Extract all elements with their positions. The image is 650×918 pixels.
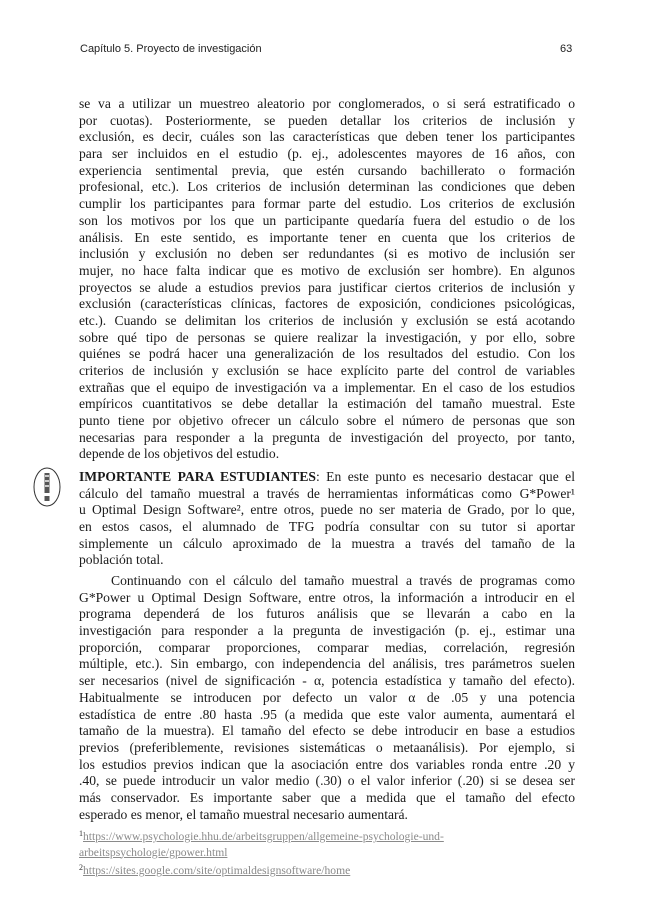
text-line: se va a utilizar un muestreo aleatorio por conglomerados, o si será estratificado o bbox=[79, 96, 575, 111]
text-line: esperado es menor, el tamaño muestral necesario aumentará. bbox=[79, 806, 408, 822]
text-line: cálculo del tamaño muestral a través de herramientas informáticas como G*Power¹ bbox=[79, 485, 575, 501]
text-line: criterios de inclusión y exclusión se hace explícito parte del control de variables bbox=[79, 363, 575, 378]
footnote-link-gpower[interactable]: https://www.psychologie.hhu.de/arbeitsgruppen/allgemeine-psychologie-und- bbox=[83, 830, 444, 843]
text-line: más conservador. Es importante saber que a medida que el tamaño del efecto bbox=[79, 789, 575, 805]
text-line: por cuotas). Posteriormente, se pueden detallar los criterios de inclusión y bbox=[79, 112, 575, 128]
important-note-paragraph bbox=[79, 469, 575, 569]
text-line: investigación para responder a la pregunta de investigación (p. ej., estimar una bbox=[79, 623, 575, 639]
text-line: inclusión y exclusión no deben ser redundantes (si es motivo de inclusión ser bbox=[79, 246, 575, 262]
text-line: previos (preferiblemente, revisiones sistemáticas o metaanálisis). Por ejemplo, si bbox=[79, 739, 575, 755]
text-line: proporción, comparar proporciones, comparar medias, correlación, regresión bbox=[79, 639, 575, 655]
text-line: ser necesarios (nivel de significación - α, potencia estadística y tamaño del efecto). bbox=[79, 673, 575, 689]
text-line bbox=[79, 469, 575, 486]
text-line: exclusión (características clínicas, factores de exposición, condiciones psicológicas, bbox=[79, 296, 575, 312]
text-line: necesarias para responder a la pregunta de investigación del proyecto, por tanto, bbox=[79, 429, 575, 445]
text-line: G*Power u Optimal Design Software, entre otros, la información a introducir en el bbox=[79, 589, 575, 605]
text-line: son los motivos por los que un participante quedaría fuera del estudio o de los bbox=[79, 212, 575, 228]
footnote-link-gpower-cont[interactable]: arbeitspsychologie/gpower.html bbox=[79, 845, 228, 859]
text-fragment: : En este punto es necesario destacar que el bbox=[315, 469, 575, 484]
footnote-mark: 1 bbox=[79, 829, 83, 838]
text-line: etc.). Cuando se delimitan los criterios de inclusión y exclusión se está acotando bbox=[79, 312, 575, 328]
text-line: quiénes se podrá hacer una generalización de los resultados del estudio. Con los bbox=[79, 346, 575, 362]
text-line: Continuando con el cálculo del tamaño muestral a través de programas como bbox=[111, 573, 575, 588]
text-line: para ser incluidos en el estudio (p. ej., adolescentes mayores de 16 años, con bbox=[79, 146, 575, 162]
text-line: empíricos cuantitativos se debe detallar la estimación del tamaño muestral. Este bbox=[79, 396, 575, 412]
text-line: depende de los objetivos del estudio. bbox=[79, 446, 280, 462]
text-line: proyectos se alude a estudios previos para justificar ciertos criterios de inclusión y bbox=[79, 279, 575, 295]
text-line: exclusión, es decir, cuáles son las características que deben tener los participantes bbox=[79, 129, 575, 145]
important-label: IMPORTANTE PARA ESTUDIANTES bbox=[79, 469, 316, 484]
text-line: análisis. En este sentido, es importante tener en cuenta que los criterios de bbox=[79, 229, 575, 245]
page-number: 63 bbox=[560, 43, 573, 55]
text-line: población total. bbox=[79, 552, 164, 568]
text-line: múltiple, etc.). Sin embargo, con independencia del análisis, tres parámetros suelen bbox=[79, 656, 575, 672]
text-line: tamaño de la muestra). El tamaño del efecto se debe introducir en base a estudios bbox=[79, 723, 575, 739]
text-line: mujer, no hace falta indicar que es motivo de exclusión ser hombre). En algunos bbox=[79, 262, 575, 278]
text-line: experiencia sentimental previa, que estén cursando bachillerato o formación bbox=[79, 162, 575, 178]
text-line: estadística de entre .80 hasta .95 (a medida que este valor aumenta, aumentará el bbox=[79, 706, 575, 722]
text-line: Habitualmente se introducen por defecto un valor α de .05 y una potencia bbox=[79, 689, 575, 705]
text-line: simplemente un cálculo aproximado de la muestra a través del tamaño de la bbox=[79, 535, 575, 551]
text-line: extrañas que el equipo de investigación va a implementar. En el caso de los estudios bbox=[79, 379, 575, 395]
text-line: .40, se puede introducir un valor medio (.30) o el valor inferior (.20) si se desea ser bbox=[79, 773, 575, 789]
body-paragraph-3 bbox=[79, 573, 575, 823]
footnote-2 bbox=[79, 860, 444, 879]
footnote-1 bbox=[79, 826, 444, 860]
text-line: sobre qué tipo de personas se quiere realizar la investigación, y por ello, sobre bbox=[79, 329, 575, 345]
text-line: los estudios previos indican que la asociación entre dos variables ronda entre .20 y bbox=[79, 756, 575, 772]
body-paragraph-1 bbox=[79, 96, 575, 463]
text-line: u Optimal Design Software², entre otros, puede no ser materia de Grado, por lo que, bbox=[79, 502, 575, 518]
text-line: cumplir los participantes para formar parte del estudio. Los criterios de exclusión bbox=[79, 196, 575, 212]
footnotes bbox=[79, 826, 444, 879]
text-line: profesional, etc.). Los criterios de inclusión determinan las condiciones que deben bbox=[79, 179, 575, 195]
text-line: programa dependerá de los futuros análisis que se llevarán a cabo en la bbox=[79, 606, 575, 622]
text-line: punto tiene por objetivo ofrecer un cálculo sobre el número de personas que son bbox=[79, 413, 575, 429]
footnote-link-optimal-design[interactable]: https://sites.google.com/site/optimaldesignsoftware/home bbox=[83, 864, 351, 877]
text-line: en estos casos, el alumnado de TFG podría consultar con su tutor si aportar bbox=[79, 519, 575, 535]
running-header: Capítulo 5. Proyecto de investigación bbox=[80, 43, 262, 55]
footnote-mark: 2 bbox=[79, 863, 83, 872]
exclamation-circle-icon bbox=[33, 466, 61, 508]
